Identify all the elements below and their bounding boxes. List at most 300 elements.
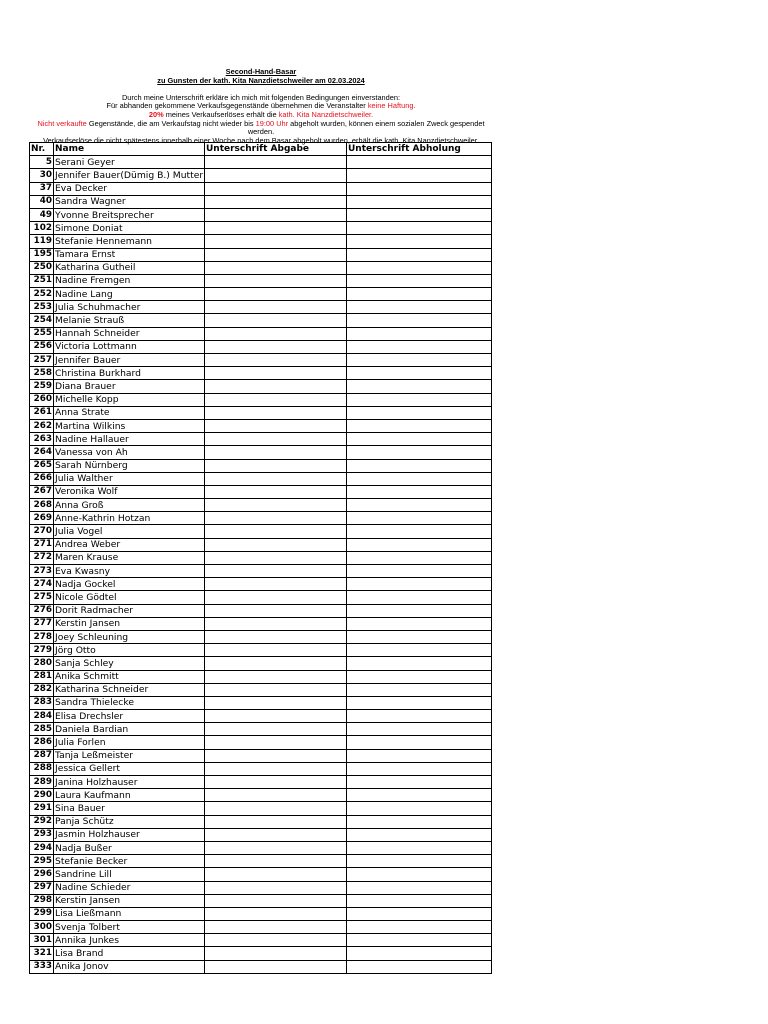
table-row <box>30 538 492 551</box>
row-name: Svenja Tolbert <box>54 921 205 934</box>
signature-dropoff-cell[interactable] <box>205 841 347 854</box>
row-number: 299 <box>30 907 54 920</box>
signature-dropoff-cell[interactable] <box>205 947 347 960</box>
row-number: 285 <box>30 723 54 736</box>
signature-dropoff-cell[interactable] <box>205 354 347 367</box>
signature-dropoff-cell[interactable] <box>205 340 347 353</box>
row-number: 274 <box>30 578 54 591</box>
row-name: Kerstin Jansen <box>54 894 205 907</box>
table-row <box>30 802 492 815</box>
row-number: 271 <box>30 538 54 551</box>
signature-dropoff-cell[interactable] <box>205 934 347 947</box>
signature-pickup-cell[interactable] <box>347 868 492 881</box>
signature-pickup-cell[interactable] <box>347 683 492 696</box>
table-row <box>30 644 492 657</box>
table-row <box>30 907 492 920</box>
row-name: Yvonne Breitsprecher <box>54 208 205 221</box>
row-name: Katharina Schneider <box>54 683 205 696</box>
signature-pickup-cell[interactable] <box>347 617 492 630</box>
row-name: Sandra Thielecke <box>54 696 205 709</box>
row-number: 261 <box>30 406 54 419</box>
row-number: 295 <box>30 855 54 868</box>
table-row <box>30 485 492 498</box>
liability-text: Für abhanden gekommene Verkaufsgegenstände übernehmen die Veranstalter <box>106 101 368 111</box>
signature-dropoff-cell[interactable] <box>205 485 347 498</box>
signature-dropoff-cell[interactable] <box>205 208 347 221</box>
table-row <box>30 762 492 775</box>
signature-dropoff-cell[interactable] <box>205 288 347 301</box>
signature-pickup-cell[interactable] <box>347 419 492 432</box>
signature-dropoff-cell[interactable] <box>205 222 347 235</box>
column-header-name: Name <box>54 143 205 156</box>
row-name: Julia Forlen <box>54 736 205 749</box>
row-number: 37 <box>30 182 54 195</box>
conditions-intro: Durch meine Unterschrift erkläre ich mich mit folgenden Bedingungen einverstanden: <box>121 92 401 102</box>
table-row <box>30 749 492 762</box>
table-row <box>30 855 492 868</box>
row-name: Anika Jonov <box>54 960 205 973</box>
table-row <box>30 301 492 314</box>
signature-pickup-cell[interactable] <box>347 828 492 841</box>
signature-pickup-cell[interactable] <box>347 525 492 538</box>
row-number: 258 <box>30 367 54 380</box>
signature-dropoff-cell[interactable] <box>205 248 347 261</box>
table-row <box>30 195 492 208</box>
row-number: 283 <box>30 696 54 709</box>
row-number: 272 <box>30 551 54 564</box>
signature-pickup-cell[interactable] <box>347 446 492 459</box>
table-row <box>30 472 492 485</box>
signature-dropoff-cell[interactable] <box>205 380 347 393</box>
signature-dropoff-cell[interactable] <box>205 565 347 578</box>
signature-dropoff-cell[interactable] <box>205 894 347 907</box>
table-row <box>30 657 492 670</box>
row-name: Panja Schütz <box>54 815 205 828</box>
row-number: 251 <box>30 274 54 287</box>
table-row <box>30 446 492 459</box>
row-number: 254 <box>30 314 54 327</box>
signature-pickup-cell[interactable] <box>347 591 492 604</box>
row-number: 253 <box>30 301 54 314</box>
signature-pickup-cell[interactable] <box>347 815 492 828</box>
row-name: Jasmin Holzhauser <box>54 828 205 841</box>
row-number: 30 <box>30 169 54 182</box>
signature-dropoff-cell[interactable] <box>205 710 347 723</box>
row-name: Julia Walther <box>54 472 205 485</box>
signature-dropoff-cell[interactable] <box>205 617 347 630</box>
table-row <box>30 235 492 248</box>
row-number: 290 <box>30 789 54 802</box>
signature-dropoff-cell[interactable] <box>205 525 347 538</box>
row-number: 293 <box>30 828 54 841</box>
signature-pickup-cell[interactable] <box>347 565 492 578</box>
table-row <box>30 367 492 380</box>
signature-pickup-cell[interactable] <box>347 723 492 736</box>
table-row <box>30 617 492 630</box>
signature-pickup-cell[interactable] <box>347 934 492 947</box>
signature-dropoff-cell[interactable] <box>205 604 347 617</box>
signature-dropoff-cell[interactable] <box>205 499 347 512</box>
row-number: 296 <box>30 868 54 881</box>
signature-pickup-cell[interactable] <box>347 169 492 182</box>
table-row <box>30 828 492 841</box>
signature-dropoff-cell[interactable] <box>205 670 347 683</box>
table-row <box>30 604 492 617</box>
row-number: 300 <box>30 921 54 934</box>
signature-pickup-cell[interactable] <box>347 551 492 564</box>
row-name: Janina Holzhauser <box>54 776 205 789</box>
signature-pickup-cell[interactable] <box>347 960 492 973</box>
row-number: 260 <box>30 393 54 406</box>
row-number: 286 <box>30 736 54 749</box>
signature-pickup-cell[interactable] <box>347 855 492 868</box>
row-name: Katharina Gutheil <box>54 261 205 274</box>
table-row <box>30 578 492 591</box>
row-number: 291 <box>30 802 54 815</box>
row-name: Elisa Drechsler <box>54 710 205 723</box>
table-row <box>30 419 492 432</box>
table-row <box>30 710 492 723</box>
row-name: Melanie Strauß <box>54 314 205 327</box>
signature-dropoff-cell[interactable] <box>205 591 347 604</box>
table-row <box>30 630 492 643</box>
table-row <box>30 222 492 235</box>
row-number: 252 <box>30 288 54 301</box>
signature-pickup-cell[interactable] <box>347 696 492 709</box>
signature-dropoff-cell[interactable] <box>205 789 347 802</box>
signature-pickup-cell[interactable] <box>347 881 492 894</box>
participant-table <box>29 142 492 974</box>
signature-dropoff-cell[interactable] <box>205 644 347 657</box>
signature-pickup-cell[interactable] <box>347 459 492 472</box>
row-name: Lisa Brand <box>54 947 205 960</box>
signature-pickup-cell[interactable] <box>347 630 492 643</box>
table-row <box>30 921 492 934</box>
row-number: 276 <box>30 604 54 617</box>
row-name: Annika Junkes <box>54 934 205 947</box>
signature-dropoff-cell[interactable] <box>205 907 347 920</box>
row-number: 49 <box>30 208 54 221</box>
table-row <box>30 551 492 564</box>
row-number: 262 <box>30 419 54 432</box>
row-name: Michelle Kopp <box>54 393 205 406</box>
signature-dropoff-cell[interactable] <box>205 512 347 525</box>
row-name: Nadja Gockel <box>54 578 205 591</box>
signature-dropoff-cell[interactable] <box>205 828 347 841</box>
row-name: Stefanie Hennemann <box>54 235 205 248</box>
row-name: Nadja Bußer <box>54 841 205 854</box>
row-name: Victoria Lottmann <box>54 340 205 353</box>
signature-pickup-cell[interactable] <box>347 327 492 340</box>
row-number: 321 <box>30 947 54 960</box>
row-number: 288 <box>30 762 54 775</box>
table-row <box>30 841 492 854</box>
document-subtitle: zu Gunsten der kath. Kita Nanzdietschweiler am 02.03.2024 <box>157 75 365 85</box>
row-number: 269 <box>30 512 54 525</box>
signature-dropoff-cell[interactable] <box>205 683 347 696</box>
table-row <box>30 512 492 525</box>
signature-pickup-cell[interactable] <box>347 354 492 367</box>
row-name: Daniela Bardian <box>54 723 205 736</box>
signature-pickup-cell[interactable] <box>347 604 492 617</box>
table-row <box>30 525 492 538</box>
row-name: Anne-Kathrin Hotzan <box>54 512 205 525</box>
unsold-highlight: Nicht verkaufte <box>37 118 87 128</box>
row-name: Serani Geyer <box>54 156 205 169</box>
signature-dropoff-cell[interactable] <box>205 630 347 643</box>
column-header-signature-pickup: Unterschrift Abholung <box>347 143 492 156</box>
row-number: 282 <box>30 683 54 696</box>
signature-pickup-cell[interactable] <box>347 156 492 169</box>
signature-pickup-cell[interactable] <box>347 288 492 301</box>
table-row <box>30 789 492 802</box>
signature-pickup-cell[interactable] <box>347 380 492 393</box>
signature-dropoff-cell[interactable] <box>205 538 347 551</box>
row-number: 333 <box>30 960 54 973</box>
row-number: 257 <box>30 354 54 367</box>
row-number: 264 <box>30 446 54 459</box>
signature-pickup-cell[interactable] <box>347 499 492 512</box>
signature-dropoff-cell[interactable] <box>205 301 347 314</box>
row-number: 297 <box>30 881 54 894</box>
document-title: Second-Hand-Basar <box>225 67 297 76</box>
signature-pickup-cell[interactable] <box>347 433 492 446</box>
condition-pickup: Verkaufserlöse die nicht spätestens innerhalb einer Woche nach dem Basar abgeholt wurden, erhält die kath. Kita Nanzdietschweiler. <box>43 135 479 145</box>
unsold-text-end: abgeholt wurden, können einem sozialen Zweck gespendet werden. <box>247 118 485 137</box>
row-name: Martina Wilkins <box>54 419 205 432</box>
signature-dropoff-cell[interactable] <box>205 274 347 287</box>
row-name: Nicole Gödtel <box>54 591 205 604</box>
signature-pickup-cell[interactable] <box>347 762 492 775</box>
table-row <box>30 868 492 881</box>
row-name: Sarah Nürnberg <box>54 459 205 472</box>
row-name: Veronika Wolf <box>54 485 205 498</box>
proceeds-recipient: kath. Kita Nanzdietschweiler. <box>278 109 374 119</box>
signature-dropoff-cell[interactable] <box>205 551 347 564</box>
table-row <box>30 393 492 406</box>
table-row <box>30 274 492 287</box>
row-name: Laura Kaufmann <box>54 789 205 802</box>
signature-dropoff-cell[interactable] <box>205 367 347 380</box>
table-row <box>30 591 492 604</box>
signature-dropoff-cell[interactable] <box>205 169 347 182</box>
signature-pickup-cell[interactable] <box>347 776 492 789</box>
table-row <box>30 947 492 960</box>
row-name: Stefanie Becker <box>54 855 205 868</box>
row-name: Kerstin Jansen <box>54 617 205 630</box>
signature-dropoff-cell[interactable] <box>205 802 347 815</box>
signature-pickup-cell[interactable] <box>347 894 492 907</box>
row-number: 119 <box>30 235 54 248</box>
signature-pickup-cell[interactable] <box>347 208 492 221</box>
table-row <box>30 156 492 169</box>
row-name: Julia Vogel <box>54 525 205 538</box>
signature-dropoff-cell[interactable] <box>205 578 347 591</box>
row-number: 270 <box>30 525 54 538</box>
signature-pickup-cell[interactable] <box>347 182 492 195</box>
signature-dropoff-cell[interactable] <box>205 433 347 446</box>
signature-dropoff-cell[interactable] <box>205 776 347 789</box>
signature-pickup-cell[interactable] <box>347 340 492 353</box>
signature-pickup-cell[interactable] <box>347 710 492 723</box>
row-name: Maren Krause <box>54 551 205 564</box>
table-row <box>30 208 492 221</box>
row-name: Sandrine Lill <box>54 868 205 881</box>
signature-pickup-cell[interactable] <box>347 393 492 406</box>
row-name: Nadine Fremgen <box>54 274 205 287</box>
signature-pickup-cell[interactable] <box>347 736 492 749</box>
signature-pickup-cell[interactable] <box>347 235 492 248</box>
signature-pickup-cell[interactable] <box>347 578 492 591</box>
row-name: Jennifer Bauer <box>54 354 205 367</box>
signature-pickup-cell[interactable] <box>347 921 492 934</box>
column-header-nr: Nr. <box>30 143 54 156</box>
signature-dropoff-cell[interactable] <box>205 261 347 274</box>
signature-pickup-cell[interactable] <box>347 512 492 525</box>
table-row <box>30 288 492 301</box>
row-number: 277 <box>30 617 54 630</box>
signature-pickup-cell[interactable] <box>347 195 492 208</box>
signature-dropoff-cell[interactable] <box>205 314 347 327</box>
table-row <box>30 894 492 907</box>
signature-pickup-cell[interactable] <box>347 485 492 498</box>
signature-dropoff-cell[interactable] <box>205 156 347 169</box>
table-row <box>30 354 492 367</box>
signature-dropoff-cell[interactable] <box>205 762 347 775</box>
row-name: Lisa Ließmann <box>54 907 205 920</box>
signature-dropoff-cell[interactable] <box>205 881 347 894</box>
signature-pickup-cell[interactable] <box>347 538 492 551</box>
table-row <box>30 960 492 973</box>
signature-dropoff-cell[interactable] <box>205 393 347 406</box>
row-name: Andrea Weber <box>54 538 205 551</box>
signature-pickup-cell[interactable] <box>347 841 492 854</box>
row-number: 284 <box>30 710 54 723</box>
row-name: Sandra Wagner <box>54 195 205 208</box>
row-name: Anika Schmitt <box>54 670 205 683</box>
document-header <box>26 68 496 145</box>
signature-pickup-cell[interactable] <box>347 261 492 274</box>
signature-pickup-cell[interactable] <box>347 947 492 960</box>
signature-dropoff-cell[interactable] <box>205 472 347 485</box>
signature-dropoff-cell[interactable] <box>205 182 347 195</box>
table-row <box>30 696 492 709</box>
row-number: 280 <box>30 657 54 670</box>
table-row <box>30 815 492 828</box>
row-name: Tamara Ernst <box>54 248 205 261</box>
signature-pickup-cell[interactable] <box>347 670 492 683</box>
signature-dropoff-cell[interactable] <box>205 235 347 248</box>
signature-dropoff-cell[interactable] <box>205 657 347 670</box>
table-row <box>30 433 492 446</box>
signature-dropoff-cell[interactable] <box>205 749 347 762</box>
row-name: Hannah Schneider <box>54 327 205 340</box>
row-number: 102 <box>30 222 54 235</box>
row-number: 265 <box>30 459 54 472</box>
row-number: 267 <box>30 485 54 498</box>
signature-pickup-cell[interactable] <box>347 657 492 670</box>
table-row <box>30 670 492 683</box>
signature-dropoff-cell[interactable] <box>205 696 347 709</box>
signature-dropoff-cell[interactable] <box>205 327 347 340</box>
table-row <box>30 169 492 182</box>
row-number: 292 <box>30 815 54 828</box>
row-name: Julia Schuhmacher <box>54 301 205 314</box>
unsold-text: Gegenstände, die am Verkaufstag nicht wieder bis <box>86 118 256 128</box>
row-number: 256 <box>30 340 54 353</box>
signature-dropoff-cell[interactable] <box>205 815 347 828</box>
row-number: 263 <box>30 433 54 446</box>
row-number: 294 <box>30 841 54 854</box>
signature-dropoff-cell[interactable] <box>205 855 347 868</box>
signature-dropoff-cell[interactable] <box>205 419 347 432</box>
row-name: Eva Kwasny <box>54 565 205 578</box>
row-name: Anna Groß <box>54 499 205 512</box>
table-header-row <box>30 143 492 156</box>
row-name: Joey Schleuning <box>54 630 205 643</box>
row-name: Vanessa von Ah <box>54 446 205 459</box>
signature-dropoff-cell[interactable] <box>205 723 347 736</box>
table-row <box>30 182 492 195</box>
row-name: Eva Decker <box>54 182 205 195</box>
row-name: Nadine Schieder <box>54 881 205 894</box>
table-row <box>30 340 492 353</box>
signature-dropoff-cell[interactable] <box>205 868 347 881</box>
signature-pickup-cell[interactable] <box>347 802 492 815</box>
table-row <box>30 565 492 578</box>
row-name: Nadine Hallauer <box>54 433 205 446</box>
signature-dropoff-cell[interactable] <box>205 459 347 472</box>
column-header-signature-dropoff: Unterschrift Abgabe <box>205 143 347 156</box>
row-name: Jennifer Bauer(Dümig B.) Mutter <box>55 169 204 181</box>
signature-pickup-cell[interactable] <box>347 248 492 261</box>
signature-pickup-cell[interactable] <box>347 367 492 380</box>
table-row <box>30 327 492 340</box>
row-name: Sanja Schley <box>54 657 205 670</box>
row-number: 289 <box>30 776 54 789</box>
row-number: 281 <box>30 670 54 683</box>
signature-pickup-cell[interactable] <box>347 749 492 762</box>
table-body <box>30 156 492 974</box>
signature-pickup-cell[interactable] <box>347 644 492 657</box>
row-name: Dorit Radmacher <box>54 604 205 617</box>
signature-pickup-cell[interactable] <box>347 789 492 802</box>
signature-pickup-cell[interactable] <box>347 301 492 314</box>
signature-pickup-cell[interactable] <box>347 406 492 419</box>
table-row <box>30 459 492 472</box>
signature-dropoff-cell[interactable] <box>205 921 347 934</box>
signature-pickup-cell[interactable] <box>347 907 492 920</box>
table-row <box>30 499 492 512</box>
row-name: Diana Brauer <box>54 380 205 393</box>
signature-dropoff-cell[interactable] <box>205 736 347 749</box>
row-number: 287 <box>30 749 54 762</box>
signature-dropoff-cell[interactable] <box>205 195 347 208</box>
signature-dropoff-cell[interactable] <box>205 960 347 973</box>
row-number: 273 <box>30 565 54 578</box>
table-row <box>30 723 492 736</box>
table-row <box>30 776 492 789</box>
signature-pickup-cell[interactable] <box>347 274 492 287</box>
row-name: Simone Doniat <box>54 222 205 235</box>
signature-dropoff-cell[interactable] <box>205 406 347 419</box>
signature-dropoff-cell[interactable] <box>205 446 347 459</box>
signature-pickup-cell[interactable] <box>347 314 492 327</box>
signature-pickup-cell[interactable] <box>347 472 492 485</box>
row-number: 278 <box>30 630 54 643</box>
signature-pickup-cell[interactable] <box>347 222 492 235</box>
table-row <box>30 736 492 749</box>
